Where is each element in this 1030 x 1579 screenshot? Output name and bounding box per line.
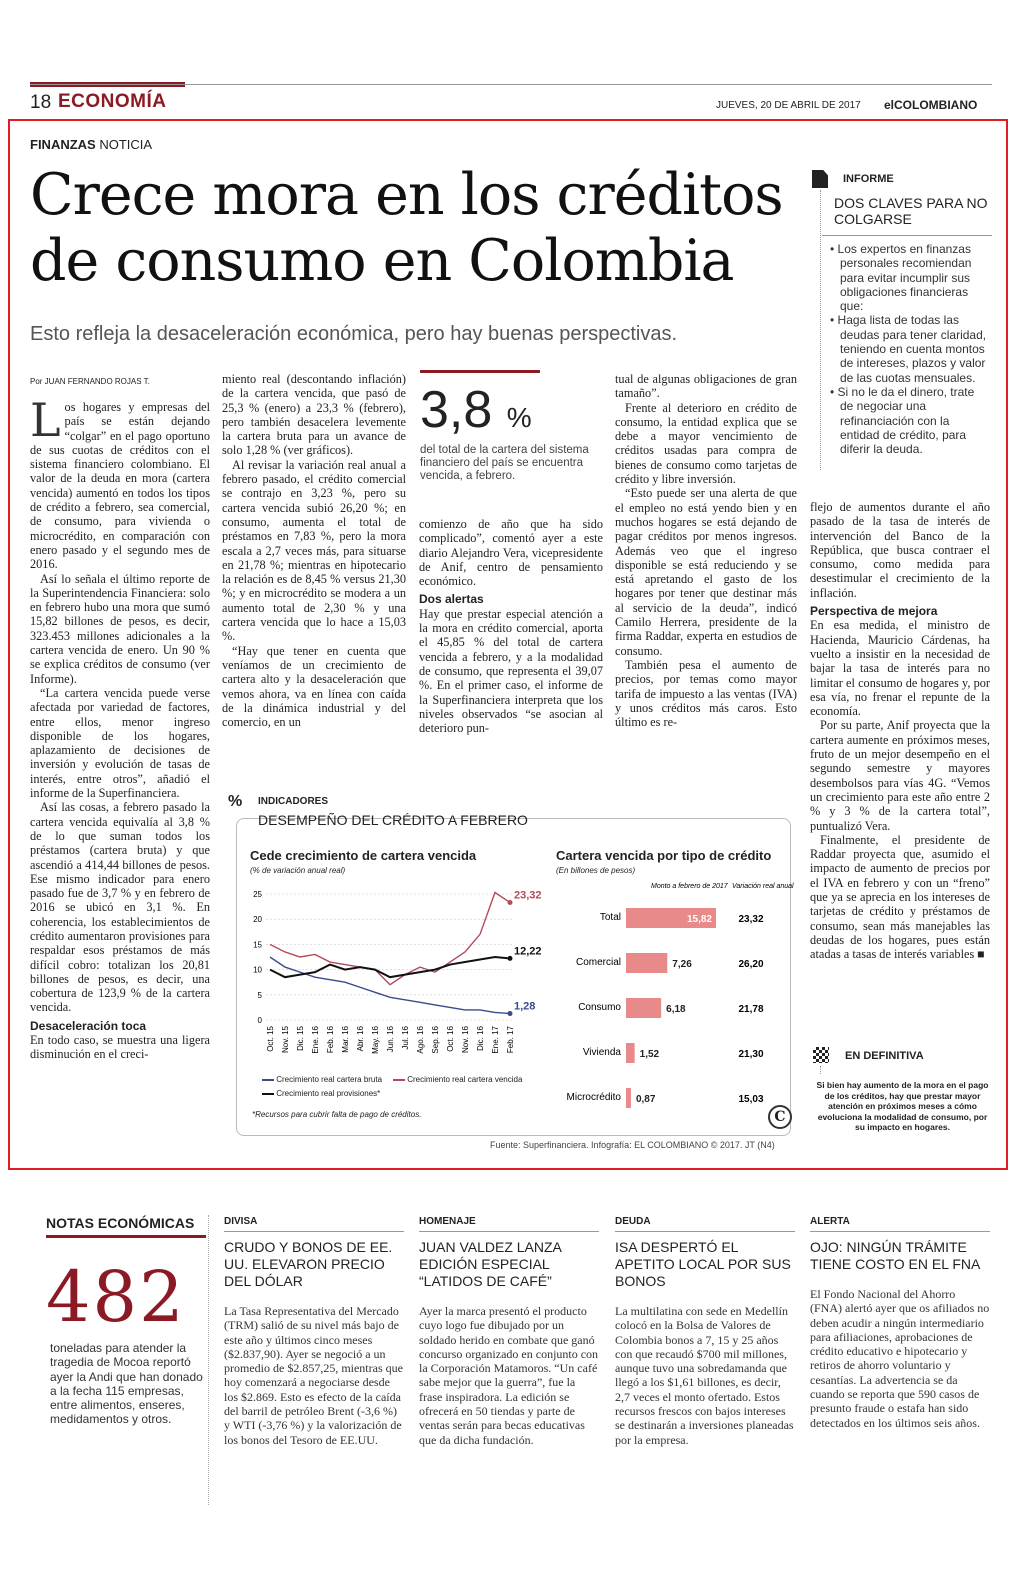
brief-text: La multilatina con sede en Medellín colocó en la Bolsa de Valores de Colombia bonos a 7, 15 y 25 años con que recaudó $700 mil millones, aunque tuvo una sobredamanda que llegó a los $1,61 billones, es decir, 2,7 veces el monto ofertado. Estos recursos frescos con bajos intereses se destinarán a inversiones planeadas por la empresa. — [615, 1304, 794, 1447]
paragraph: tual de algunas obligaciones de gran tamaño”. — [615, 372, 797, 401]
big-number-unit: % — [506, 402, 532, 433]
x-tick-label: Oct. 15 — [266, 1026, 275, 1052]
series-line — [270, 957, 510, 977]
bar-chart-subtitle: (En billones de pesos) — [556, 866, 636, 875]
y-tick-label: 15 — [253, 940, 262, 950]
indicators-title: INDICADORES — [258, 796, 329, 807]
brief-label: DIVISA — [224, 1216, 404, 1232]
bar — [626, 998, 661, 1018]
article-kicker — [30, 137, 152, 152]
brief-deuda — [615, 1216, 795, 1447]
dotted-rule — [820, 1066, 821, 1074]
paragraph: miento real (descontando inflación) de la cartera vencida, que pasó de 25,3 % (enero) a 23,3 % (febrero), pero también desacelera levemente la cartera bruta para un avance de solo 1,28 % (ver gráficos). — [222, 372, 406, 458]
big-number-caption: del total de la cartera del sistema financiero del país se encuentra vencida, a febrero. — [420, 444, 589, 482]
paragraph: Frente al deterioro en crédito de consumo, la entidad explica que se debe a mayor vencimiento de créditos usadas para compra de bienes de consumo como tarjetas de crédito y libre inversión. — [615, 400, 797, 487]
x-tick-label: Feb. 17 — [506, 1026, 515, 1054]
percent-icon: % — [228, 793, 243, 810]
legend-gross — [262, 1075, 382, 1084]
variation-label: 15,03 — [738, 1094, 764, 1105]
big-number-value: 3,8 — [420, 381, 493, 439]
section-name: ECONOMÍA — [58, 91, 167, 112]
paragraph: Hay que prestar especial atención a la mora en crédito comercial, aporta el 45,85 % del total de cartera vencida a febrero, y a la modalidad de consumo, que representa el 39,07 %. En el primer caso, el informe de la Superfinanciera interpreta que los niveles observados “se asocian al deterioro pun- — [419, 606, 603, 736]
issue-date: JUEVES, 20 DE ABRIL DE 2017 — [716, 100, 861, 111]
paragraph: flejo de aumentos durante el año pasado de la tasa de interés de intervención del Banco de la República, que busca contraer el consumo, como medida para desestimular el crecimiento de la inflación. — [810, 500, 990, 600]
subheading: Dos alertas — [419, 592, 484, 607]
paragraph: “Hay que tener en cuenta que veníamos de un crecimiento de cartera alto y la desaceleración que vemos ahora, va en línea con caída de la dinámica industrial y del comercio, en un — [222, 643, 406, 730]
series-end-point — [508, 1011, 513, 1016]
subheading: Perspectiva de mejora — [810, 604, 938, 619]
brief-headline: JUAN VALDEZ LANZA EDICIÓN ESPECIAL “LATIDOS DE CAFÉ” — [419, 1239, 562, 1289]
paragraph: “La cartera vencida puede verse afectada por variedad de factores, entre ellos, menor ingreso disponible de los hogares, aplazamiento de decisiones de inversión y evolución de tasas de interés, entre otros”, añadió el informe de la Superfinanciera. — [30, 685, 210, 801]
informe-separator — [822, 235, 992, 236]
column-header: Monto a febrero de 2017 — [651, 883, 728, 890]
en-definitiva-title: EN DEFINITIVA — [845, 1050, 924, 1062]
notes-title: NOTAS ECONÓMICAS — [46, 1215, 195, 1231]
x-tick-label: Nov. 16 — [461, 1026, 470, 1053]
article-column-2 — [222, 372, 406, 764]
category-label: Vivienda — [582, 1047, 621, 1058]
bar-value-label: 6,18 — [666, 1004, 686, 1015]
article-column-3 — [419, 517, 603, 765]
y-tick-label: 20 — [253, 915, 262, 925]
series-end-point — [508, 956, 513, 961]
brief-text: Ayer la marca presentó el producto cuyo logo fue dibujado por un soldado herido en combate que ganó concurso organizado en conjunto con la Corporación Matamoros. “Un café sabe mejor que la guerra”, fue la frase inspiradora. La edición se ofrecerá en 50 tiendas y parte de ventas serán para becas educativas que da dicha fundación. — [419, 1304, 599, 1447]
end-value-label: 12,22 — [514, 945, 542, 958]
variation-label: 26,20 — [738, 959, 764, 970]
end-value-label: 23,32 — [514, 889, 542, 902]
informe-title: INFORME — [843, 173, 894, 185]
brief-text: El Fondo Nacional del Ahorro (FNA) alertó ayer que os afiliados no deben acudir a ningún intermediario para afiliaciones, aprobaciones de crédito educativo e hipotecario y retiros de ahorro voluntario y cesantías. La advertencia se da cuando se reporta que 590 casos de presunto fraude o estafa han sido detectados en los últimos seis años. — [810, 1287, 990, 1430]
brief-text: La Tasa Representativa del Mercado (TRM) salió de su nivel más bajo de este año y últimos cinco meses ($2.837,90). Ayer se negoció a un promedio de $2.857,25, mientras que hoy comenzará a negociarse desde los $2.869. Esto es efecto de la caída del barril de petróleo Brent (-3,6 %) y WTI (-3,76 %) y la valorización de los bonos del Tesoro de EE.UU. — [224, 1304, 403, 1447]
x-tick-label: Jun. 16 — [386, 1026, 395, 1053]
article-column-5 — [810, 500, 990, 1020]
line-chart-title: Cede crecimiento de cartera vencida — [250, 848, 477, 863]
dotted-rule — [820, 190, 821, 470]
bar-value-label: 7,26 — [672, 959, 692, 970]
paragraph: comienzo de año que ha sido complicado”, comentó ayer a este diario Alejandro Vera, vicepresidente de Anif, centro de pensamiento económico. — [419, 517, 603, 589]
end-value-label: 1,28 — [514, 1000, 536, 1013]
paragraph: Así lo señala el último reporte de la Superintendencia Financiera: solo en febrero hubo una mora que sumó 15,82 billones de pesos, es decir, 323.453 millones adicionales a la cartera vencida de enero. Un 90 % se explica créditos de consumo (ver Informe). — [30, 571, 210, 686]
list-item: • Los expertos en finanzas personales recomiendan para evitar incumplir sus obligaciones financieras que: — [830, 242, 990, 313]
legend-overdue — [393, 1075, 522, 1084]
x-tick-label: Dic. 16 — [476, 1026, 485, 1051]
newspaper-name: elCOLOMBIANO — [884, 98, 978, 112]
notes-divider — [208, 1215, 209, 1505]
legend-provisions — [262, 1089, 380, 1098]
paragraph: Finalmente, el presidente de Raddar proyecta que, asumido el impacto de aumento de precios por el IVA en febrero y con un “freno” que ya se aprecia en los intereses de tarjetas de crédito y préstamos de consumo, sean más manejables las deudas de los hogares, pues están atadas a tasas de interés variables ■ — [810, 832, 990, 962]
category-label: Microcrédito — [566, 1092, 621, 1103]
bar — [626, 953, 667, 973]
y-tick-label: 10 — [253, 965, 262, 975]
line-chart — [244, 880, 542, 1080]
newspaper-logo: C — [768, 1105, 792, 1129]
list-item: • Si no le da el dinero, trate de negociar una refinanciación con la entidad de crédito, para diferir la deuda. — [830, 385, 990, 456]
brief-alerta — [810, 1216, 990, 1430]
paragraph: También pesa el aumento de precios, por temas como mayor tarifa de impuesto a las ventas (IVA) y unos créditos más caros. Esto último es re- — [615, 657, 797, 730]
checkered-icon — [813, 1047, 829, 1063]
byline: Por JUAN FERNANDO ROJAS T. — [30, 377, 150, 386]
indicators-subtitle: DESEMPEÑO DEL CRÉDITO A FEBRERO — [258, 812, 528, 828]
chart-source: Fuente: Superfinanciera. Infografía: EL COLOMBIANO © 2017. JT (N4) — [490, 1140, 775, 1150]
x-tick-label: Sep. 16 — [431, 1026, 440, 1054]
page-number: 18 — [30, 92, 52, 113]
big-number — [420, 380, 532, 440]
x-tick-label: Ene. 16 — [311, 1026, 320, 1054]
brief-headline: OJO: NINGÚN TRÁMITE TIENE COSTO EN EL FNA — [810, 1239, 981, 1272]
legend-label: Crecimiento real cartera vencida — [407, 1075, 523, 1084]
article-column-4 — [615, 372, 797, 764]
bar — [626, 1043, 635, 1063]
paragraph: “Esto puede ser una alerta de que el empleo no está yendo bien y en muchos hogares se está dejando de pagar créditos por menos ingresos. Además veo que el ingreso disponible se está reduciendo y se está apretando el gasto de los hogares por tener que destinar más al servicio de la deuda”, indicó Camilo Herrera, presidente de la firma Raddar, experta en estudios de consumo. — [615, 486, 797, 658]
x-tick-label: Abr. 16 — [356, 1026, 365, 1052]
paragraph: En esa medida, el ministro de Hacienda, Mauricio Cárdenas, ha vuelto a insistir en la necesidad de bajar la tasa de interés para no limitar el consumo de hogares y, por esa vía, no frenar el repunte de la economía. — [810, 618, 990, 719]
headline: Crece mora en los créditos de consumo en Colombia — [30, 162, 783, 294]
subheading: Desaceleración toca — [30, 1018, 147, 1033]
bar-chart-title: Cartera vencida por tipo de crédito — [556, 848, 772, 863]
category-label: Total — [599, 912, 621, 923]
y-tick-label: 0 — [257, 1016, 262, 1025]
category-label: Consumo — [578, 1002, 621, 1013]
x-tick-label: Mar. 16 — [341, 1026, 350, 1053]
header-rule — [30, 84, 992, 85]
paragraph: os hogares y empresas del país se están dejando “colgar” en el pago oportuno de sus cuotas de créditos con el sistema financiero colombiano. El valor de la deuda en mora (cartera vencida) aumentó en todos los tipos de crédito a febrero, sea comercial, de consumo, para vivienda o microcrédito, en comparación con enero pasado y el segundo mes de 2016. — [30, 400, 210, 572]
kicker-bold: FINANZAS — [30, 137, 96, 152]
variation-label: 21,30 — [738, 1049, 764, 1060]
paragraph: Así las cosas, a febrero pasado la cartera vencida equivalía al 3,8 % de lo que suman todos los préstamos (cartera bruta) y que ascendió a 414,44 billones de pesos. Ese mismo indicador para enero pasado fue de 3,7 % y en febrero de 2016 se ubicó en 3,1 %. En coherencia, los establecimientos de crédito aumentaron provisiones para respaldar esos préstamos de más difícil cobro: totalizan los 20,81 billones de pesos, es decir, una cobertura de 123,9 % de la cartera vencida. — [30, 800, 210, 1015]
informe-list — [830, 242, 990, 456]
series-line — [270, 892, 510, 984]
line-chart-subtitle: (% de variación anual real) — [250, 866, 346, 875]
bar — [626, 1088, 631, 1108]
x-tick-label: Ago. 16 — [416, 1026, 425, 1054]
kicker-rest: NOTICIA — [95, 137, 153, 152]
brief-label: DEUDA — [615, 1216, 795, 1232]
variation-label: 23,32 — [738, 914, 764, 925]
category-label: Comercial — [575, 957, 621, 968]
brief-headline: CRUDO Y BONOS DE EE. UU. ELEVARON PRECIO DEL DÓLAR — [224, 1239, 393, 1289]
x-tick-label: Nov. 15 — [281, 1026, 290, 1053]
y-tick-label: 5 — [257, 990, 262, 1000]
notes-rule — [46, 1235, 206, 1238]
bar-chart — [556, 880, 794, 1120]
legend-label: Crecimiento real cartera bruta — [276, 1075, 383, 1084]
brief-homenaje — [419, 1216, 599, 1447]
y-tick-label: 25 — [253, 890, 262, 899]
en-definitiva-text: Si bien hay aumento de la mora en el pago de los créditos, hay que prestar mayor atención en próximos meses a cómo evoluciona la modalidad de consumo, por su impacto en hogares. — [816, 1080, 989, 1132]
x-tick-label: May. 16 — [371, 1026, 380, 1054]
x-tick-label: Ene. 17 — [491, 1026, 500, 1054]
paragraph: En todo caso, se muestra una ligera disminución en el creci- — [30, 1033, 210, 1062]
article-column-1 — [30, 393, 210, 1152]
brief-label: HOMENAJE — [419, 1216, 599, 1232]
paragraph: Al revisar la variación real anual a febrero pasado, el crédito comercial se contrajo en 3,23 %, pero su cartera vencida subió 26,20 %; en consumo, aumenta el total de préstamos en 7,83 %, pero la mora escala a 2,7 veces más, para situarse en 21,78 %; mientras en hipotecario la relación es de 8,45 % versus 21,30 %; y en microcrédito se modera a un aumento total de 2,30 % y una cartera vencida que lo hace a 15,03 %. — [222, 457, 406, 644]
x-tick-label: Dic. 15 — [296, 1026, 305, 1051]
paragraph: Por su parte, Anif proyecta que la cartera aumente en próximos meses, fruto de un mejor desempeño en el segundo semestre y mayores desembolsos para vías 4G. “Vemos un crecimiento para este año entre 2 % y 3 % de la cartera total”, puntualizó Vera. — [810, 718, 990, 833]
informe-subtitle: DOS CLAVES PARA NO COLGARSE — [834, 195, 988, 227]
bar-value-label: 15,82 — [686, 914, 712, 925]
series-end-point — [508, 900, 513, 905]
bar-value-label: 0,87 — [635, 1094, 656, 1105]
brief-divisa — [224, 1216, 404, 1447]
brief-label: ALERTA — [810, 1216, 990, 1232]
drop-cap: L — [30, 393, 61, 447]
document-icon — [812, 170, 828, 188]
notes-number: 482 — [46, 1256, 186, 1338]
chart-footnote: *Recursos para cubrir falta de pago de créditos. — [252, 1110, 422, 1119]
notes-text: toneladas para atender la tragedia de Mocoa reportó ayer la Andi que han donado a la fecha 115 empresas, entre alimentos, enseres, medidamentos y otros. — [50, 1341, 203, 1427]
highlight-bar — [420, 370, 540, 373]
x-tick-label: Jul. 16 — [401, 1026, 410, 1050]
x-tick-label: Oct. 16 — [446, 1026, 455, 1052]
bar-value-label: 1,52 — [639, 1049, 660, 1060]
brief-headline: ISA DESPERTÓ EL APETITO LOCAL POR SUS BONOS — [615, 1239, 791, 1289]
subheadline: Esto refleja la desaceleración económica, pero hay buenas perspectivas. — [30, 323, 678, 345]
x-tick-label: Feb. 16 — [326, 1026, 335, 1054]
legend-label: Crecimiento real provisiones* — [276, 1089, 381, 1098]
variation-label: 21,78 — [738, 1004, 764, 1015]
column-header: Variación real anual — [732, 883, 794, 890]
list-item: • Haga lista de todas las deudas para tener claridad, teniendo en cuenta montos de intereses, plazos y valor de las cuotas mensuales. — [830, 313, 990, 384]
